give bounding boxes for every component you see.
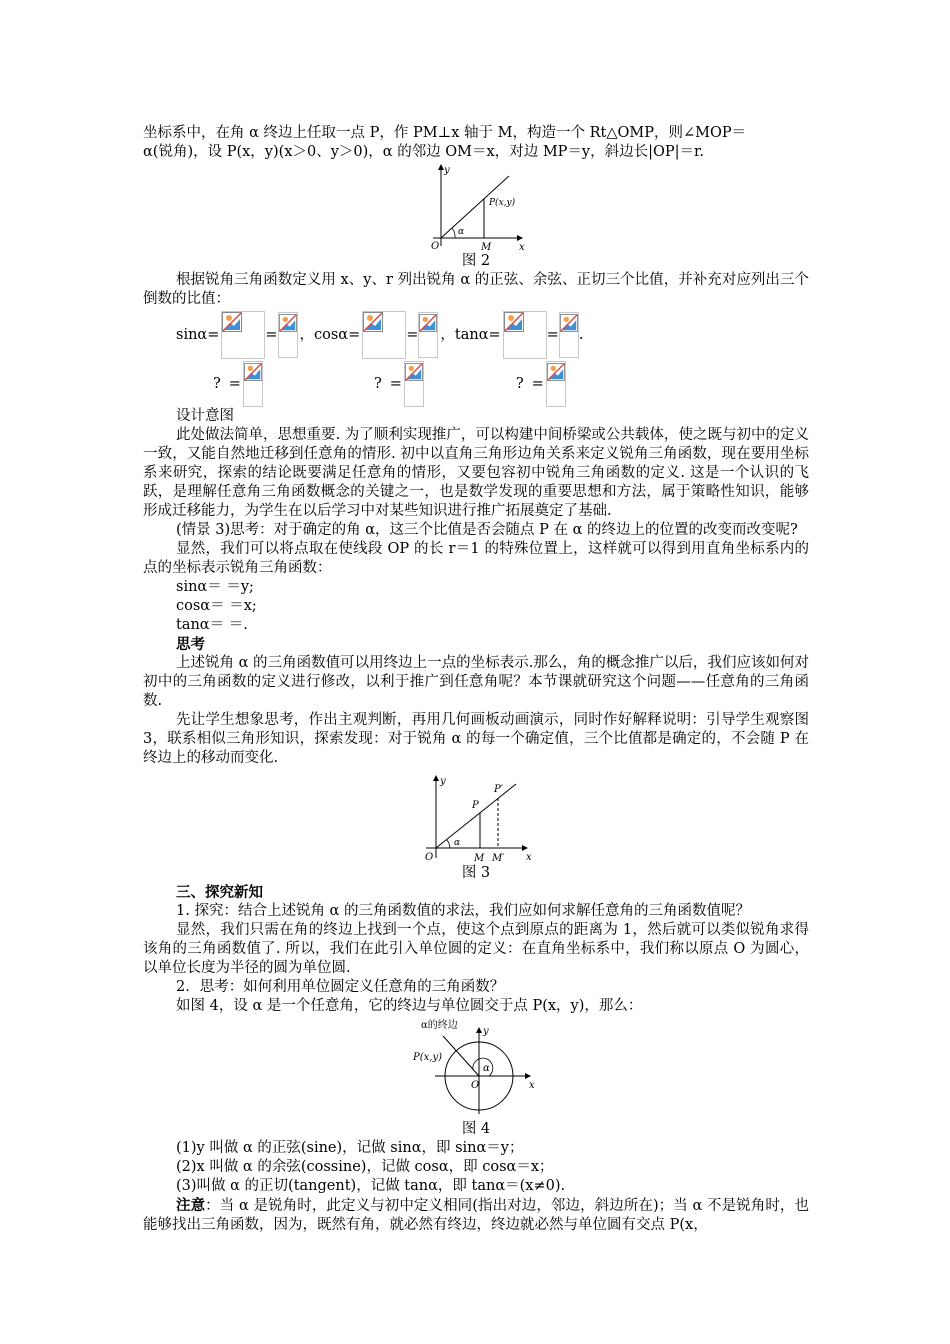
fig3-y-label: y [440,776,446,787]
image-placeholder [278,312,298,358]
think2-question: 2．思考：如何利用单位圆定义任意角的三角函数？ [176,979,505,995]
ratio-formulas-row [143,309,809,361]
document-content [143,124,809,1235]
fig3-x-label: x [526,852,532,863]
cos-label: ，cosα= [299,326,361,343]
explore1-paragraph: 显然，我们只需在角的终边上找到一个点，使这个点到原点的距离为 1，然后就可以类似锐角求得该角的三角函数值了. 所以，我们在此引入单位圆的定义：在直角坐标系中，我们称以原点 O 为圆心，以单位长度为半径的圆为单位圆. [143,922,809,976]
fig2-y-label: y [444,165,450,176]
definition-tangent: (3)叫做 α 的正切(tangent)，记做 tanα，即 tanα＝(x≠0). [176,1178,566,1194]
scene3-paragraph: (情景 3)思考：对于确定的角 α，这三个比值是否会随点 P 在 α 的终边上的位置的改变而改变呢? [176,522,798,538]
q-eq: = [228,376,241,392]
figure-2 [143,162,809,252]
image-placeholder [221,311,265,359]
q-eq: = [531,376,544,392]
think-heading: 思考 [176,636,205,653]
fig3-m2-label: M′ [492,853,505,864]
figure-4-caption: 图 4 [461,1121,491,1137]
coord-formula-cos: cosα＝ ＝x; [176,598,257,614]
image-icon [419,313,437,333]
fig4-terminal-label: α的终边 [421,1020,458,1031]
figure-3-diagram [416,772,536,864]
image-icon [504,312,524,332]
design-paragraph: 此处做法简单，思想重要. 为了顺利实现推广，可以构建中间桥梁或公共载体，使之既与初中的定义一致，又能自然地迁移到任意角的情形. 初中以直角三角形边角关系来定义锐角三角函数，现在要用坐标系来研究，探索的结论既要满足任意角的情形，又要包容初中锐角三角函数的定义. 这是一个认识的飞跃，是理解任意角三角函数概念的关键之一，也是数学发现的重要思想和方法，属于策略性知识，能够形成迁移能力，为学生在以后学习中对某些知识进行推广拓展奠定了基础. [143,427,809,519]
reciprocal-sin [213,375,241,394]
figure-3-caption: 图 3 [461,865,491,881]
think-paragraph: 上述锐角 α 的三角函数值可以用终边上一点的坐标表示.那么，角的概念推广以后，我们应该如何对初中的三角函数的定义进行修改，以利于推广到任意角呢？本节课就研究这个问题——任意角的三角函数. [143,655,809,709]
image-placeholder [404,361,424,407]
sin-eq: = [265,326,278,343]
fig4-x-label: x [529,1080,535,1091]
fig2-alpha-label: α [458,227,465,237]
image-placeholder [503,311,547,359]
imagine-paragraph: 先让学生想象思考，作出主观判断，再用几何画板动画演示，同时作好解释说明：引导学生观察图 3，联系相似三角形知识，探索发现：对于锐角 α 的每一个确定值，三个比值都是确定的，不会随 P 在终边上的移动而变化. [143,712,809,766]
fig3-p-label: P [472,800,479,811]
coord-formula-tan: tanα＝ ＝. [176,617,248,633]
image-icon [222,312,242,332]
image-placeholder [418,312,438,358]
fig3-m-label: M [474,853,485,864]
fig3-origin-label: O [425,852,434,863]
q-eq: = [389,376,402,392]
q-mark: ? [213,376,221,392]
figure-3 [143,772,809,864]
q-mark: ? [373,376,382,392]
obvious-paragraph: 显然，我们可以将点取在使线段 OP 的长 r＝1 的特殊位置上，这样就可以得到用直角坐标系内的点的坐标表示锐角三角函数： [143,541,809,576]
image-placeholder [546,361,566,407]
tan-label: ，tanα= [440,326,501,343]
section3-heading: 三、探究新知 [176,884,263,901]
reciprocal-formulas-row [143,361,809,407]
design-heading: 设计意图 [176,408,234,424]
note-label: 注意 [176,1197,206,1214]
fig2-x-label: x [519,242,525,252]
fig2-origin-label: O [431,241,440,252]
note-text: ：当 α 是锐角时，此定义与初中定义相同(指出对边，邻边，斜边所在)；当 α 不是锐角时，也能够找出三角函数，因为，既然有角，就必然有终边，终边就必然与单位圆有交点 P(x， [143,1198,809,1233]
figure-4 [143,1016,809,1116]
reciprocal-cos [374,375,402,394]
ratios-paragraph: 根据锐角三角函数定义用 x、y、r 列出锐角 α 的正弦、余弦、正切三个比值，并补充对应列出三个倒数的比值： [143,272,809,307]
q-mark: ? [515,376,524,392]
intro-line-2: α(锐角)，设 P(x，y)(x＞0、y＞0)，α 的邻边 OM＝x，对边 MP＝y，斜边长|OP|＝r. [143,144,704,160]
fig4-intro: 如图 4，设 α 是一个任意角，它的终边与单位圆交于点 P(x，y)，那么： [176,998,643,1014]
coord-formula-sin: sinα＝ ＝y; [176,579,254,595]
tan-eq: = [546,326,559,343]
fig4-alpha-label: α [483,1063,490,1074]
image-icon [279,313,297,333]
fig4-p-label: P(x,y) [413,1052,442,1063]
fig2-p-label: P(x,y) [489,198,516,208]
intro-line-1: 坐标系中，在角 α 终边上任取一点 P，作 PM⊥x 轴于 M，构造一个 Rt△OMP，则∠MOP＝ [143,125,747,141]
cos-eq: = [406,326,419,343]
formula-end: . [578,326,584,343]
note-paragraph [143,1196,809,1235]
reciprocal-tan [516,375,544,394]
image-icon [560,313,578,333]
fig4-origin-label: O [471,1080,480,1091]
image-icon [244,362,262,382]
figure-2-caption: 图 2 [461,253,491,269]
image-placeholder [559,312,579,358]
fig4-y-label: y [483,1026,489,1037]
explore1-question: 1. 探究：结合上述锐角 α 的三角函数值的求法，我们应如何求解任意角的三角函数值呢？ [176,903,750,919]
image-icon [405,362,423,382]
image-placeholder [362,311,406,359]
figure-4-diagram [411,1016,541,1116]
figure-2-diagram [421,162,531,252]
image-placeholder [243,361,263,407]
definition-cosine: (2)x 叫做 α 的余弦(cossine)，记做 cosα，即 cosα＝x； [176,1159,554,1175]
definition-sine: (1)y 叫做 α 的正弦(sine)，记做 sinα，即 sinα＝y； [176,1140,524,1156]
image-icon [363,312,383,332]
fig3-p2-label: P′ [494,784,503,795]
fig3-alpha-label: α [454,838,461,848]
sin-label: sinα= [176,326,220,343]
image-icon [547,362,565,382]
fig2-m-label: M [481,242,492,252]
